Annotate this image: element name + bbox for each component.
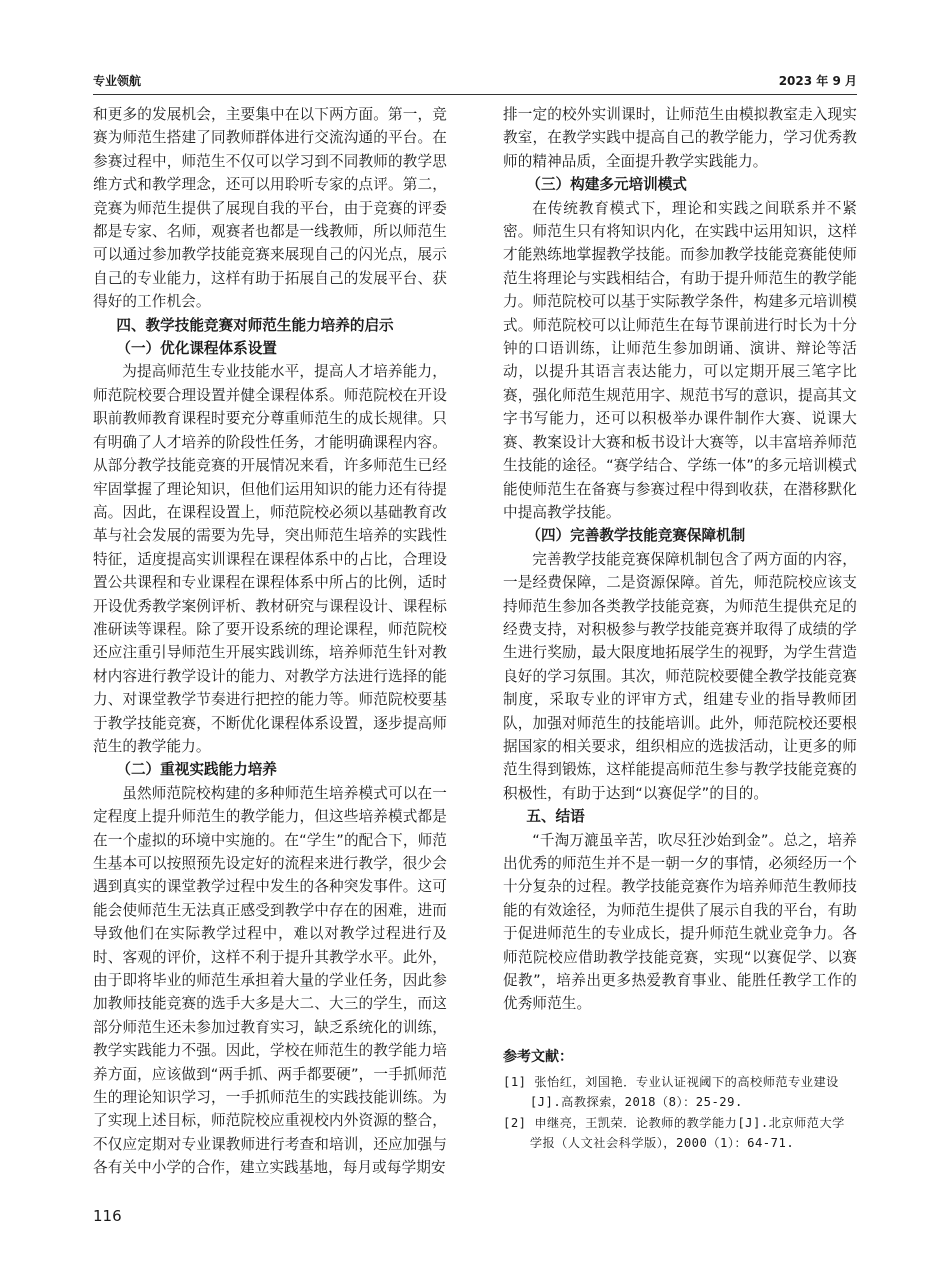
reference-item: [1] 张怡红，刘国艳．专业认证视阈下的高校师范专业建设[J].高教探索，2018（8）：25-29. [503,1074,839,1110]
paragraph: 排一定的校外实训课时，让师范生由模拟教室走入现实教室，在教学实践中提高自己的教学能力，学习优秀教师的精神品质，全面提升教学实践能力。 [503,106,857,170]
paragraph: 为提高师范生专业技能水平，提高人才培养能力，师范院校要合理设置并健全课程体系。师范院校在开设职前教师教育课程时要充分尊重师范生的成长规律。只有明确了人才培养的阶段性任务，才能明确课程内容。从部分教学技能竞赛的开展情况来看，许多师范生已经牢固掌握了理论知识，但他们运用知识的能力还有待提高。因此，在课程设置上，师范院校必须以基础教育改革与社会发展的需要为先导，突出师范生培养的实践性特征，适度提高实训课程在课程体系中的占比，合理设置公共课程和专业课程在课程体系中所占的比例，适时开设优秀教学案例评析、教材研究与课程设计、课程标准研读等课程。除了要开设系统的理论课程，师范院校还应注重引导师范生开展实践训练，培养师范生针对教材内容进行教学设计的能力、对教学方法进行选择的能力、对课堂教学节奏进行把控的能力等。师范院校要基于教学技能竞赛，不断优化课程体系设置，逐步提高师范生的教学能力。 [93,363,447,755]
subsection-heading: （二）重视实践能力培养 [116,761,277,779]
header-date: 2023 年 9 月 [778,74,857,88]
subsection-heading: （一）优化课程体系设置 [116,340,277,358]
subsection-heading: （四）完善教学技能竞赛保障机制 [526,527,746,545]
running-header [93,72,857,92]
header-section: 专业领航 [93,74,142,88]
paragraph: “千淘万漉虽辛苦，吹尽狂沙始到金”。总之，培养出优秀的师范生并不是一朝一夕的事情，必须经历一个十分复杂的过程。教学技能竞赛作为培养师范生教师技能的有效途径，为师范生提供了展示自我的平台，有助于促进师范生的专业成长，提升师范生就业竞争力。各师范院校应借助教学技能竞赛，实现“以赛促学、以赛促教”，培养出更多热爱教育事业、能胜任教学工作的优秀师范生。 [503,831,857,1013]
paragraph: 虽然师范院校构建的多种师范生培养模式可以在一定程度上提升师范生的教学能力，但这些培养模式都是在一个虚拟的环境中实施的。在“学生”的配合下，师范生基本可以按照预先设定好的流程来进行教学，很少会遇到真实的课堂教学过程中发生的各种突发事件。这可能会使师范生无法真正感受到教学中存在的困难，进而导致他们在实际教学过程中，难以对教学过程进行及时、客观的评价，这样不利于提升其教学水平。此外，由于即将毕业的师范生承担着大量的学业任务，因此参加教师技能竞赛的选手大多是大二、大三的学生，而这部分师范生还未参加过教育实习，缺乏系统化的训练，教学实践能力不强。因此，学校在师范生的教学能力培养方面，应该做到“两手抓、两手都要硬”，一手抓师范生的理论知识学习，一手抓师范生的实践技能训练。为了实现上述目标，师范院校应重视校内外资源的整合，不仅应定期对专业课教师进行考查和培训，还应加强与各有关中小学的合作，建立实践基地，每月或每学期安 [93,784,447,1177]
subsection-heading: （三）构建多元培训模式 [526,176,687,194]
paragraph: 完善教学技能竞赛保障机制包含了两方面的内容，一是经费保障，二是资源保障。首先，师范院校应该支持师范生参加各类教学技能竞赛，为师范生提供充足的经费支持，对积极参与教学技能竞赛并取得了成绩的学生进行奖励，最大限度地拓展学生的视野，为学生营造良好的学习氛围。其次，师范院校要健全教学技能竞赛制度，采取专业的评审方式，组建专业的指导教师团队，加强对师范生的技能培训。此外，师范院校还要根据国家的相关要求，组织相应的选拔活动，让更多的师范生得到锻炼，这样能提高师范生参与教学技能竞赛的积极性，有助于达到“以赛促学”的目的。 [503,550,857,802]
right-column [503,103,857,1154]
paragraph: 和更多的发展机会，主要集中在以下两方面。第一，竞赛为师范生搭建了同教师群体进行交流沟通的平台。在参赛过程中，师范生不仅可以学习到不同教师的教学思维方式和教学理念，还可以用聆听专家的点评。第二，竞赛为师范生提供了展现自我的平台，由于竞赛的评委都是专家、名师，观赛者也都是一线教师，所以师范生可以通过参加教学技能竞赛来展现自己的闪光点，展示自己的专业能力，这样有助于拓展自己的发展平台、获得好的工作机会。 [93,106,447,311]
section-heading: 四、教学技能竞赛对师范生能力培养的启示 [116,316,394,334]
header-rule [93,94,857,95]
paragraph: 在传统教育模式下，理论和实践之间联系并不紧密。师范生只有将知识内化，在实践中运用知识，这样才能熟练地掌握教学技能。而参加教学技能竞赛能使师范生将理论与实践相结合，有助于提升师范生的教学能力。师范院校可以基于实际教学条件，构建多元培训模式。师范院校可以让师范生在每节课前进行时长为十分钟的口语训练，让师范生参加朗诵、演讲、辩论等活动，以提升其语言表达能力，可以定期开展三笔字比赛，强化师范生规范用字、规范书写的意识，提高其文字书写能力，还可以积极举办课件制作大赛、说课大赛、教案设计大赛和板书设计大赛等，以丰富培养师范生技能的途径。“赛学结合、学练一体”的多元培训模式能使师范生在备赛与参赛过程中得到收获，在潜移默化中提高教学技能。 [503,199,857,521]
page-number: 116 [93,1207,122,1225]
section-heading: 五、结语 [526,808,585,826]
reference-item: [2] 申继亮，王凯荣．论教师的教学能力[J].北京师范大学学报（人文社会科学版），2000（1）：64-71. [503,1115,845,1151]
references-title: 参考文献： [503,1048,573,1065]
left-column [93,103,447,1180]
